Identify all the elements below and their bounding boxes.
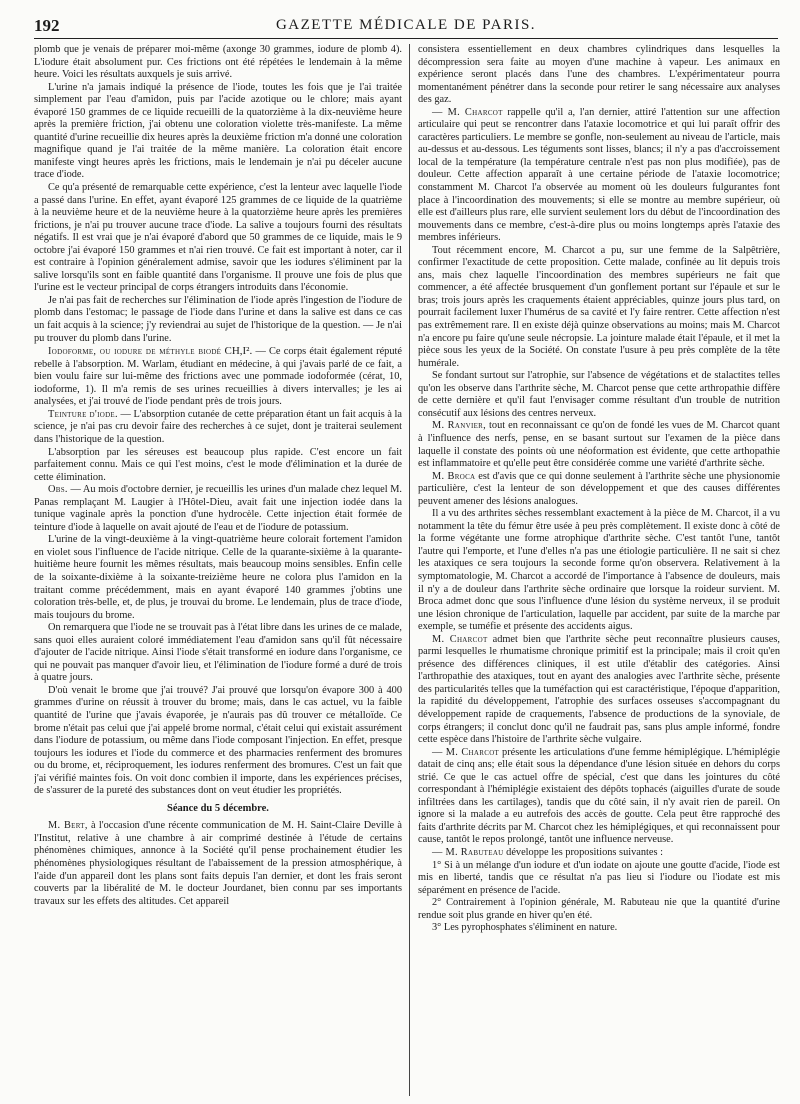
paragraph: L'absorption par les séreuses est beaucoup plus rapide. C'est encore un fait parfaitement connu. Mais ce qui l'est moins, c'est le mode d'élimination et la durée de cette élimination. — [34, 446, 402, 483]
speaker-name: M. Charcot — [432, 633, 488, 645]
paragraph: Je n'ai pas fait de recherches sur l'élimination de l'iode après l'ingestion de l'iodure de plomb dans l'estomac; le passage de l'iode dans l'urine et dans la salive est dans ce cas un fait acquis à la science; j'y reviendrai au sujet de l'historique de la question. — Je n'ai pu trouver du plomb dans l'urine. — [34, 294, 402, 344]
paragraph — [418, 471, 780, 509]
paragraph: consistera essentiellement en deux chambres cylindriques dans lesquelles la décompression sera faite au moyen d'une machine à vapeur. Les animaux en expérience seront placés dans l'une des chambres. L'expérimentateur pourra momentanément pénétrer dans la seconde pour retirer le sang nécessaire aux analyses des gaz. — [418, 44, 780, 106]
section-title: Séance du 5 décembre. — [167, 802, 269, 814]
journal-title: GAZETTE MÉDICALE DE PARIS. — [275, 17, 537, 33]
paragraph: Tout récemment encore, M. Charcot a pu, sur une femme de la Salpêtrière, confirmer l'exactitude de cette proposition. Cette malade, confinée au lit depuis trois ans, mais chez laquelle l'incoordination des membres supérieurs ne fait que commencer, a été affectée brusquement d'un gonflement portant sur l'épaule et sur le bras; trois jours après les craquements étaient appréciables, quinze jours plus tard, on pourrait facilement luxer l'humérus de sa cavité et l'y faire rentrer. Cette affection n'est pas extrêmement rare. Il en existe déjà quinze observations au moins; mais M. Charcot n'a encore pu faire qu'une seule nécropsie. La jointure malade était l'épaule, et il met la pièce sous les yeux de la Société. On constate l'usure à peu près complète de la tête humérale. — [418, 244, 780, 369]
paragraph-text: — L'absorption cutanée de cette préparation étant un fait acquis à la science, je n'ai pas cru devoir faire des recherches à ce sujet, dont je traiterai seulement dans l'historique de la question. — [34, 408, 402, 445]
paragraph — [418, 420, 780, 470]
paragraph-text: développe les propositions suivantes : — [506, 847, 663, 858]
paragraph: L'urine n'a jamais indiqué la présence de l'iode, toutes les fois que je l'ai traitée simplement par l'eau d'amidon, puis par l'acide azotique ou le chlore; mais ayant évaporé 150 grammes de ce liquide recueilli de la quatorzième à la dix-neuvième heure après la première friction, j'ai obtenu une coloration violette très-manifeste. La même quantité d'urine recueillie dix heures après la deuxième friction m'a donné une coloration magnifique quand je l'ai traitée de la même manière. La coloration était encore manifeste vingt heures après les frictions, mais le lendemain je n'ai pu déceler aucune trace d'iode. — [34, 81, 402, 181]
paragraph-text: tout en reconnaissant ce qu'on de fondé les vues de M. Charcot quant à l'influence des nerfs, pense, en se basant surtout sur l'examen de la pièce dans laquelle il constate des points où une néoformation est évidente, que cette arthopathie est inflammatoire et qu'elle peut être considérée comme une variété d'arthrite sèche. — [418, 420, 780, 470]
page-header — [34, 12, 778, 39]
paragraph: D'où venait le brome que j'ai trouvé? J'ai prouvé que lorsqu'on évapore 300 à 400 grammes d'urine on réussit à trouver du brome; mais, dans le cas actuel, vu la faible quantité de l'urine que j'avais évaporée, je n'aurais pas dû trouver ce métalloïde. Ce brome n'était pas celui que j'ai appelé brome normal, c'était celui qui existait assurément dans l'iodure de potassium, ou même dans l'iode composant l'injection. En effet, presque toujours les iodures et l'iode du commerce et des pharmacies renferment des bromures ou du brome, et, réciproquement, les iodures renferment des bromures. C'est un fait que j'ai vérifié maintes fois. On voit donc combien il importe, dans les expériences précises, de s'assurer de la pureté des substances dont on veut étudier les propriétés. — [34, 684, 402, 797]
paragraph — [34, 345, 402, 409]
speaker-name: — M. Rabuteau — [432, 847, 504, 858]
subject-heading: Obs. — [48, 484, 68, 496]
paragraph — [34, 820, 402, 908]
paragraph-text: est d'avis que ce qui donne seulement à l'arthrite sèche une physionomie particulière, c'est la lenteur de son développement et que des causes différentes peuvent amener des lésions analogues. — [418, 470, 780, 507]
speaker-name: M. Bert, — [48, 820, 88, 832]
chemical-formula: CH,I². — [224, 345, 253, 358]
paragraph: Il a vu des arthrites sèches ressemblant exactement à la pièce de M. Charcot, il a vu notamment la tête du fémur être usée à peu près complètement. Il existe donc à côté de la forme végétante une forme atrophique d'arthrite sèche. C'est tantôt l'une, tantôt l'autre qui l'emporte, et l'une d'elles n'a pas une étiologie particulière. Il ne sait si chez les ataxiques ce sera toujours la seconde forme qu'on observera. Relativement à la symptomatologie, M. Charcot a accordé de l'importance à l'absence de douleurs, mais il n'y a de douleur dans l'arthrite sèche ordinaire que lorsque la roideur survient. M. Broca admet donc que sous l'influence d'une lésion du système nerveux, il se produit une lésion chronique de l'articulation, laquelle par accident, par suite de la marche par exemple, se tuméfie et présente des accidents aigus. — [418, 508, 780, 633]
subject-heading: Iodoforme, ou iodure de méthyle biodé — [48, 346, 222, 358]
paragraph-text: présente les articulations d'une femme hémiplégique. L'hémiplégie datait de cinq ans; elle était sous la dépendance d'une lésion située en dehors du corps strié. Ce que le cas actuel offre de spécial, c'est que dans les jointures du côté correspondant à l'hémiplégie existaient des dépôts tophacés (aiguilles d'urate de soude infiltrées dans les cartilages), tandis que du côté sain, il n'y avait rien de pareil. On ignore si la malade a eu autrefois des accès de goutte. Cela peut être rapproché des faits d'arthrite décrits par M. Charcot chez les hémiplégiques, et qui reconnaissent pour cause, tantôt le repos prolongé, tantôt une influence nerveuse. — [418, 746, 780, 846]
article-columns — [34, 44, 778, 1096]
paragraph: 3° Les pyrophosphates s'éliminent en nature. — [432, 922, 618, 934]
paragraph-text: à l'occasion d'une récente communication de M. H. Saint-Claire Deville à l'Institut, relative à une chambre à air comprimé destinée à l'étude de certains phénomènes chimiques, annonce à la Société qu'il pense prochainement étudier les phénomènes physiologiques résultant de l'abaissement de la pression atmosphérique, à l'aide d'un appareil dont les plans sont faits depuis l'an dernier, et dont les frais seront couverts par la libéralité de M. le docteur Jourdanet, bien connu par ses importants travaux sur les effets des altitudes. Cet appareil — [34, 820, 402, 907]
paragraph — [418, 747, 780, 847]
paragraph: Ce qu'a présenté de remarquable cette expérience, c'est la lenteur avec laquelle l'iode a passé dans l'urine. En effet, ayant évaporé 125 grammes de ce liquide de la quatrième à la neuvième heure et de la neuvième heure à la quatorzième heure après les premières frictions, je n'ai pu trouver aucune trace d'iode. La salive a toujours fourni des résultats négatifs. Il est vrai que je n'ai évaporé d'abord que 50 grammes de ce liquide, mais le 9 octobre j'ai évaporé 150 grammes et n'ai rien trouvé. Ce fait est important à noter, car il est contraire à l'opinion généralement admise, savoir que les iodures s'éliminent par la salive lorsqu'ils sont en faible quantité dans l'organisme. Il prouve une fois de plus que l'urine est le vecteur principal de corps étrangers introduits dans l'économie. — [34, 182, 402, 294]
speaker-name: M. Ranvier, — [432, 420, 487, 432]
paragraph — [34, 484, 402, 534]
paragraph — [418, 847, 780, 860]
subject-heading: Teinture d'iode. — [48, 408, 118, 420]
paragraph-text: rappelle qu'il a, l'an dernier, attiré l'attention sur une affection articulaire qui peut se rencontrer dans l'ataxie locomotrice et qui lui paraît offrir des caractères particuliers. Le membre se gonfle, non-seulement au niveau de l'article, mais au-dessus et au-dessous. Les téguments sont lisses, blancs; il n'y a pas d'accroissement local de la température (la température centrale n'est pas non plus modifiée), pas de douleur. Cette affection apparaît à une certaine période de l'ataxie locomotrice; constamment M. Charcot l'a observée au moment où les douleurs fulgurantes font place à l'incoordination des mouvements; si elle se montre au membre supérieur, où elle est d'ailleurs plus rare, elle survient seulement lors du début de l'incoordination des mouvements dans ce membre, c'est-à-dire plus ou moins longtemps après l'ataxie des membres inférieurs. — [418, 106, 780, 244]
paragraph — [418, 634, 780, 747]
paragraph: 2° Contrairement à l'opinion générale, M. Rabuteau nie que la quantité d'urine rendue soit plus grande en hiver qu'en été. — [418, 897, 780, 921]
paragraph — [418, 107, 780, 245]
paragraph: L'urine de la vingt-deuxième à la vingt-quatrième heure colorait fortement l'amidon en violet sous l'influence de l'acide nitrique. Celle de la quarante-sixième à la quarante-huitième heure fournit les mêmes résultats, mais beaucoup moins sensibles. Enfin celle de la soixante-dixième à la soixante-treizième heure ne colora plus l'amidon en la traitant comme précédemment, mais en ayant évaporé 140 grammes j'obtins une coloration très-belle, et, de plus, je trouvai du brome. Le lendemain, plus de trace d'iode, mais toujours du brome. — [34, 534, 402, 621]
speaker-name: — M. Charcot — [432, 746, 500, 758]
speaker-name: — M. Charcot — [432, 106, 503, 118]
paragraph-text: — Au mois d'octobre dernier, je recueillis les urines d'un malade chez lequel M. Panas remplaçant M. Laugier à l'Hôtel-Dieu, avait fait une injection iodée dans la tunique vaginale après la ponction d'une hydrocèle. Cette injection était formée de teinture d'iode à laquelle on avait ajouté de l'eau et de l'iodure de potassium. — [34, 484, 402, 533]
paragraph-text: — Ce corps était également réputé rebelle à l'absorption. M. Warlam, étudiant en médecine, à qui j'avais parlé de ce fait, a bien voulu faire sur lui-même des frictions avec une pommade iodoformée (cérat, 10, iodoforme, 1). Il m'a remis de ses urines recueillies à divers intervalles; je les ai analysées, et j'ai trouvé de l'iode pendant près de trois jours. — [34, 346, 402, 408]
paragraph: 1° Si à un mélange d'un iodure et d'un iodate on ajoute une goutte d'acide, l'iode est mis en liberté, tandis que ce résultat n'a pas lieu si l'iodure ou l'iodate est mis séparément en présence de l'acide. — [418, 859, 780, 896]
left-column — [34, 44, 402, 1096]
column-divider — [409, 44, 410, 1096]
paragraph: Se fondant surtout sur l'atrophie, sur l'absence de végétations et de stalactites telles qu'on les observe dans l'arthrite sèche, M. Charcot pense que cette arthropathie diffère de cette dernière et qu'il faut l'envisager comme résultant d'un trouble de nutrition consécutif aux lésions des centres nerveux. — [418, 370, 780, 419]
page-number: 192 — [34, 16, 60, 35]
paragraph: plomb que je venais de préparer moi-même (axonge 30 grammes, iodure de plomb 4). L'iodure était absolument pur. Ces frictions ont été répétées le lendemain à la même heure. Voici les résultats auxquels je suis arrivé. — [34, 44, 402, 81]
right-column — [418, 44, 780, 1096]
paragraph-text: admet bien que l'arthrite sèche peut reconnaître plusieurs causes, parmi lesquelles le rhumatisme chronique primitif est la principale; mais il croit qu'en présence des différences cliniques, il est utile d'établir des catégories. Ainsi l'arthropathie des ataxiques, tout en ayant des analogies avec l'arthrite sèche, présente des particularités telles que la tuméfaction qui est caractéristique, l'époque d'apparition, la rapidité du développement, l'atrophie des surfaces osseuses s'accompagnant du développement rapide de craquements, l'absence de productions de la synoviale, de corps étrangers; il conclut donc qu'il ne faudrait pas, sans plus ample informé, fondre cette espèce dans l'histoire de l'arthrite sèche vulgaire. — [418, 633, 780, 746]
speaker-name: M. Broca — [432, 470, 476, 482]
paragraph — [34, 409, 402, 447]
paragraph: On remarquera que l'iode ne se trouvait pas à l'état libre dans les urines de ce malade, sans quoi elles auraient coloré immédiatement l'eau d'amidon sans qu'il fût nécessaire d'ajouter de l'acide nitrique. Ainsi l'iode s'était transformé en iodure dans l'organisme, ce qui ne pouvait pas manquer d'avoir lieu, et l'élimination de l'iodure formé a duré de trois à quatre jours. — [34, 622, 402, 684]
